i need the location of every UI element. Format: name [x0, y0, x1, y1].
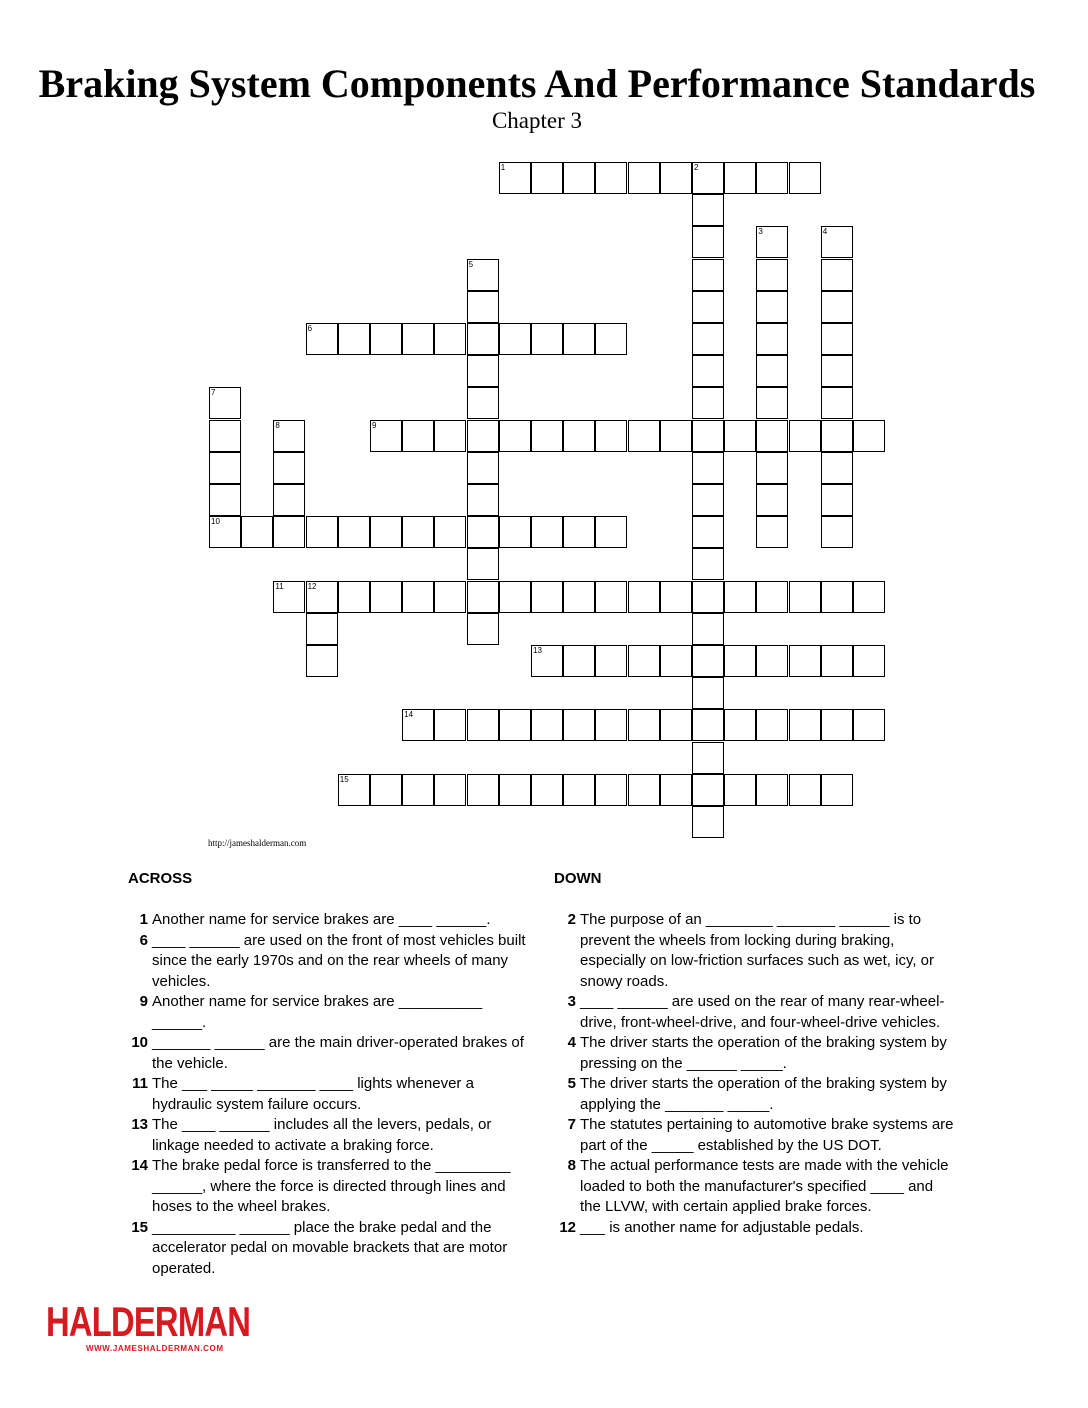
crossword-cell[interactable] [467, 259, 499, 291]
crossword-cell[interactable] [660, 420, 692, 452]
crossword-cell[interactable] [692, 355, 724, 387]
across-clue [128, 992, 528, 1033]
crossword-cell[interactable] [821, 484, 853, 516]
crossword-cell[interactable] [789, 645, 821, 677]
crossword-cell[interactable] [821, 226, 853, 258]
crossword-cell[interactable] [563, 420, 595, 452]
across-clue [128, 1115, 528, 1156]
crossword-cell[interactable] [209, 420, 241, 452]
crossword-cell[interactable] [692, 516, 724, 548]
crossword-cell[interactable] [338, 323, 370, 355]
crossword-cell[interactable] [467, 291, 499, 323]
crossword-cell[interactable] [821, 259, 853, 291]
crossword-cell[interactable] [563, 162, 595, 194]
clue-number: 5 [468, 259, 474, 269]
crossword-cell[interactable] [853, 645, 885, 677]
crossword-cell[interactable] [595, 645, 627, 677]
crossword-cell[interactable] [692, 420, 724, 452]
crossword-cell[interactable] [402, 323, 434, 355]
crossword-cell[interactable] [756, 484, 788, 516]
down-clue [556, 1033, 956, 1074]
clue-number: 3 [567, 993, 576, 1010]
across-clue [128, 931, 528, 993]
crossword-cell[interactable] [434, 709, 466, 741]
clue-text: ___ is another name for adjustable pedals. [580, 1218, 864, 1236]
crossword-cell[interactable] [692, 645, 724, 677]
crossword-cell[interactable] [595, 516, 627, 548]
crossword-cell[interactable] [241, 516, 273, 548]
crossword-cell[interactable] [531, 774, 563, 806]
clue-number: 9 [139, 993, 148, 1010]
logo-url: WWW.JAMESHALDERMAN.COM [86, 1344, 224, 1353]
crossword-cell[interactable] [821, 645, 853, 677]
crossword-cell[interactable] [563, 774, 595, 806]
chapter-subtitle: Chapter 3 [491, 108, 583, 133]
crossword-cell[interactable] [434, 774, 466, 806]
crossword-cell[interactable] [692, 709, 724, 741]
clue-number: 6 [139, 931, 148, 949]
crossword-cell[interactable] [370, 323, 402, 355]
crossword-cell[interactable] [531, 645, 563, 677]
clue-number: 1 [139, 911, 148, 928]
across-clue-list [128, 910, 528, 1279]
crossword-cell[interactable] [499, 581, 531, 613]
across-heading: ACROSS [128, 870, 193, 887]
crossword-cell[interactable] [692, 613, 724, 645]
crossword-cell[interactable] [273, 420, 305, 452]
crossword-cell[interactable] [338, 774, 370, 806]
crossword-cell[interactable] [660, 645, 692, 677]
clue-number: 8 [275, 420, 280, 430]
clue-number: 6 [307, 324, 313, 333]
crossword-cell[interactable] [853, 581, 885, 613]
clue-text: The brake pedal force is transferred to the _________ ______, where the force is directed through lines and hoses to the wheel brakes. [152, 1157, 511, 1215]
down-clue-list [556, 910, 956, 1238]
clue-number: 7 [567, 1116, 576, 1133]
clue-number: 4 [567, 1034, 576, 1051]
crossword-cell[interactable] [789, 774, 821, 806]
crossword-cell[interactable] [209, 516, 241, 548]
crossword-cell[interactable] [692, 387, 724, 419]
crossword-cell[interactable] [370, 774, 402, 806]
crossword-cell[interactable] [853, 420, 885, 452]
crossword-cell[interactable] [756, 259, 788, 291]
crossword-cell[interactable] [628, 162, 660, 194]
down-clue [556, 992, 956, 1033]
across-clue [128, 910, 528, 931]
crossword-cell[interactable] [306, 581, 338, 613]
crossword-cell[interactable] [434, 581, 466, 613]
crossword-cell[interactable] [821, 323, 853, 355]
crossword-cell[interactable] [756, 420, 788, 452]
crossword-cell[interactable] [756, 323, 788, 355]
clue-text: The driver starts the operation of the braking system by applying the _______ _____. [580, 1075, 947, 1113]
clue-number: 13 [533, 646, 542, 655]
across-clue [128, 1033, 528, 1074]
crossword-cell[interactable] [692, 452, 724, 484]
source-url: http://jameshalderman.com [208, 838, 307, 848]
crossword-cell[interactable] [306, 645, 338, 677]
crossword-cell[interactable] [724, 162, 756, 194]
clue-number: 7 [211, 388, 216, 398]
clue-number: 15 [131, 1218, 148, 1236]
crossword-cell[interactable] [563, 709, 595, 741]
crossword-cell[interactable] [756, 452, 788, 484]
crossword-cell[interactable] [692, 581, 724, 613]
crossword-cell[interactable] [821, 709, 853, 741]
clue-text: The actual performance tests are made with the vehicle loaded to both the manufacturer's specified ____ and the LLVW, with certain applied brake forces. [580, 1157, 949, 1215]
crossword-cell[interactable] [821, 355, 853, 387]
crossword-cell[interactable] [499, 162, 531, 194]
crossword-cell[interactable] [692, 484, 724, 516]
page-title: Braking System Components And Performance Standards [38, 61, 1036, 106]
crossword-cell[interactable] [853, 709, 885, 741]
crossword-cell[interactable] [370, 581, 402, 613]
crossword-cell[interactable] [467, 355, 499, 387]
crossword-cell[interactable] [273, 581, 305, 613]
clue-number: 2 [694, 163, 699, 172]
crossword-cell[interactable] [531, 581, 563, 613]
crossword-cell[interactable] [724, 581, 756, 613]
crossword-cell[interactable] [467, 613, 499, 645]
crossword-cell[interactable] [595, 709, 627, 741]
crossword-cell[interactable] [692, 194, 724, 226]
clue-text: The ___ _____ _______ ____ lights whenever a hydraulic system failure occurs. [152, 1075, 474, 1113]
crossword-cell[interactable] [756, 226, 788, 258]
crossword-cell[interactable] [499, 420, 531, 452]
crossword-cell[interactable] [434, 516, 466, 548]
crossword-cell[interactable] [467, 420, 499, 452]
clue-number: 1 [500, 163, 506, 172]
crossword-cell[interactable] [660, 709, 692, 741]
crossword-cell[interactable] [724, 645, 756, 677]
clue-text: The ____ ______ includes all the levers, pedals, or linkage needed to activate a braking force. [152, 1116, 492, 1154]
clue-number: 5 [567, 1075, 576, 1092]
clue-number: 11 [132, 1075, 148, 1092]
crossword-cell[interactable] [756, 645, 788, 677]
crossword-cell[interactable] [338, 581, 370, 613]
crossword-cell[interactable] [595, 774, 627, 806]
across-clue [128, 1218, 528, 1280]
clue-number: 12 [559, 1218, 576, 1236]
clue-number: 3 [758, 227, 763, 237]
crossword-cell[interactable] [531, 162, 563, 194]
crossword-cell[interactable] [692, 226, 724, 258]
crossword-cell[interactable] [628, 581, 660, 613]
crossword-cell[interactable] [692, 742, 724, 774]
crossword-cell[interactable] [273, 484, 305, 516]
crossword-cell[interactable] [467, 774, 499, 806]
crossword-cell[interactable] [563, 516, 595, 548]
crossword-cell[interactable] [209, 387, 241, 419]
crossword-cell[interactable] [789, 420, 821, 452]
crossword-cell[interactable] [467, 484, 499, 516]
down-clue [556, 1074, 956, 1115]
crossword-cell[interactable] [499, 774, 531, 806]
down-clue [556, 1115, 956, 1156]
crossword-cell[interactable] [499, 323, 531, 355]
crossword-cell[interactable] [402, 709, 434, 741]
crossword-cell[interactable] [692, 323, 724, 355]
crossword-cell[interactable] [724, 709, 756, 741]
down-clue [556, 1218, 956, 1239]
crossword-cell[interactable] [434, 323, 466, 355]
crossword-cell[interactable] [402, 516, 434, 548]
crossword-cell[interactable] [402, 420, 434, 452]
clue-number: 4 [822, 227, 828, 237]
logo-wordmark: HALDERMAN [46, 1298, 251, 1345]
across-clue [128, 1074, 528, 1115]
clue-text: ____ ______ are used on the rear of many rear-wheel-drive, front-wheel-drive, and four-wheel-drive vehicles. [580, 993, 945, 1031]
crossword-cell[interactable] [789, 581, 821, 613]
crossword-cell[interactable] [370, 420, 402, 452]
crossword-cell[interactable] [467, 548, 499, 580]
clue-text: The statutes pertaining to automotive brake systems are part of the _____ established by the US DOT. [580, 1116, 954, 1154]
crossword-cell[interactable] [789, 709, 821, 741]
crossword-cell[interactable] [595, 323, 627, 355]
clue-number: 2 [567, 911, 576, 928]
clue-number: 10 [131, 1034, 148, 1051]
crossword-cell[interactable] [660, 162, 692, 194]
crossword-cell[interactable] [531, 516, 563, 548]
clue-number: 15 [339, 774, 349, 784]
crossword-cell[interactable] [692, 291, 724, 323]
crossword-cell[interactable] [467, 581, 499, 613]
crossword-cell[interactable] [821, 581, 853, 613]
down-clue [556, 1156, 956, 1218]
clue-text: Another name for service brakes are ____ ______. [152, 911, 491, 928]
crossword-cell[interactable] [499, 516, 531, 548]
crossword-cell[interactable] [756, 387, 788, 419]
crossword-cell[interactable] [595, 581, 627, 613]
clue-text: _______ ______ are the main driver-operated brakes of the vehicle. [152, 1034, 524, 1072]
clue-text: The driver starts the operation of the braking system by pressing on the ______ _____. [580, 1034, 947, 1072]
clue-number: 9 [372, 420, 377, 430]
crossword-cell[interactable] [434, 420, 466, 452]
clue-text: Another name for service brakes are __________ ______. [152, 993, 483, 1031]
crossword-cell[interactable] [692, 677, 724, 709]
crossword-cell[interactable] [660, 581, 692, 613]
crossword-cell[interactable] [467, 452, 499, 484]
crossword-cell[interactable] [628, 645, 660, 677]
down-clue [556, 910, 956, 992]
crossword-cell[interactable] [467, 516, 499, 548]
crossword-cell[interactable] [756, 774, 788, 806]
crossword-cell[interactable] [338, 516, 370, 548]
crossword-cell[interactable] [628, 420, 660, 452]
crossword-cell[interactable] [306, 323, 338, 355]
halderman-logo [46, 1298, 251, 1353]
crossword-cell[interactable] [692, 806, 724, 838]
clue-number: 11 [275, 581, 284, 591]
crossword-cell[interactable] [209, 452, 241, 484]
crossword-cell[interactable] [692, 259, 724, 291]
crossword-cell[interactable] [789, 162, 821, 194]
crossword-cell[interactable] [756, 162, 788, 194]
crossword-cell[interactable] [756, 291, 788, 323]
clue-number: 14 [404, 710, 414, 720]
clue-number: 12 [307, 581, 317, 591]
crossword-cell[interactable] [467, 323, 499, 355]
across-clue [128, 1156, 528, 1218]
crossword-cell[interactable] [402, 774, 434, 806]
crossword-cell[interactable] [692, 548, 724, 580]
crossword-cell[interactable] [467, 387, 499, 419]
clue-text: __________ ______ place the brake pedal and the accelerator pedal on movable brackets that are motor operated. [152, 1218, 508, 1277]
crossword-cell[interactable] [531, 709, 563, 741]
crossword-cell[interactable] [370, 516, 402, 548]
crossword-cell[interactable] [499, 709, 531, 741]
crossword-cell[interactable] [563, 645, 595, 677]
crossword-cell[interactable] [724, 420, 756, 452]
crossword-cell[interactable] [821, 774, 853, 806]
clue-number: 14 [131, 1157, 148, 1174]
down-heading: DOWN [554, 870, 602, 887]
crossword-cell[interactable] [531, 323, 563, 355]
crossword-cell[interactable] [273, 452, 305, 484]
crossword-cell[interactable] [563, 581, 595, 613]
crossword-cell[interactable] [563, 323, 595, 355]
crossword-cell[interactable] [756, 709, 788, 741]
crossword-cell[interactable] [306, 613, 338, 645]
crossword-cell[interactable] [273, 516, 305, 548]
crossword-cell[interactable] [209, 484, 241, 516]
crossword-cell[interactable] [756, 516, 788, 548]
crossword-cell[interactable] [821, 291, 853, 323]
crossword-cell[interactable] [692, 162, 724, 194]
crossword-cell[interactable] [595, 162, 627, 194]
crossword-cell[interactable] [821, 387, 853, 419]
crossword-cell[interactable] [467, 709, 499, 741]
clue-text: The purpose of an ________ _______ ______ is to prevent the wheels from locking during braking, especially on low-friction surfaces such as wet, icy, or snowy roads. [580, 911, 935, 990]
clue-text: ____ ______ are used on the front of most vehicles built since the early 1970s and on the rear wheels of many vehicles. [152, 931, 526, 990]
crossword-cell[interactable] [306, 516, 338, 548]
crossword-cell[interactable] [660, 774, 692, 806]
crossword-cell[interactable] [821, 420, 853, 452]
crossword-cell[interactable] [628, 774, 660, 806]
crossword-cell[interactable] [756, 355, 788, 387]
crossword-cell[interactable] [724, 774, 756, 806]
crossword-cell[interactable] [821, 516, 853, 548]
clue-number: 10 [211, 517, 220, 527]
crossword-cell[interactable] [402, 581, 434, 613]
clue-number: 8 [567, 1157, 576, 1174]
clue-number: 13 [131, 1116, 148, 1133]
crossword-cell[interactable] [692, 774, 724, 806]
crossword-cell[interactable] [595, 420, 627, 452]
crossword-cell[interactable] [821, 452, 853, 484]
crossword-cell[interactable] [531, 420, 563, 452]
crossword-cell[interactable] [628, 709, 660, 741]
crossword-cell[interactable] [756, 581, 788, 613]
